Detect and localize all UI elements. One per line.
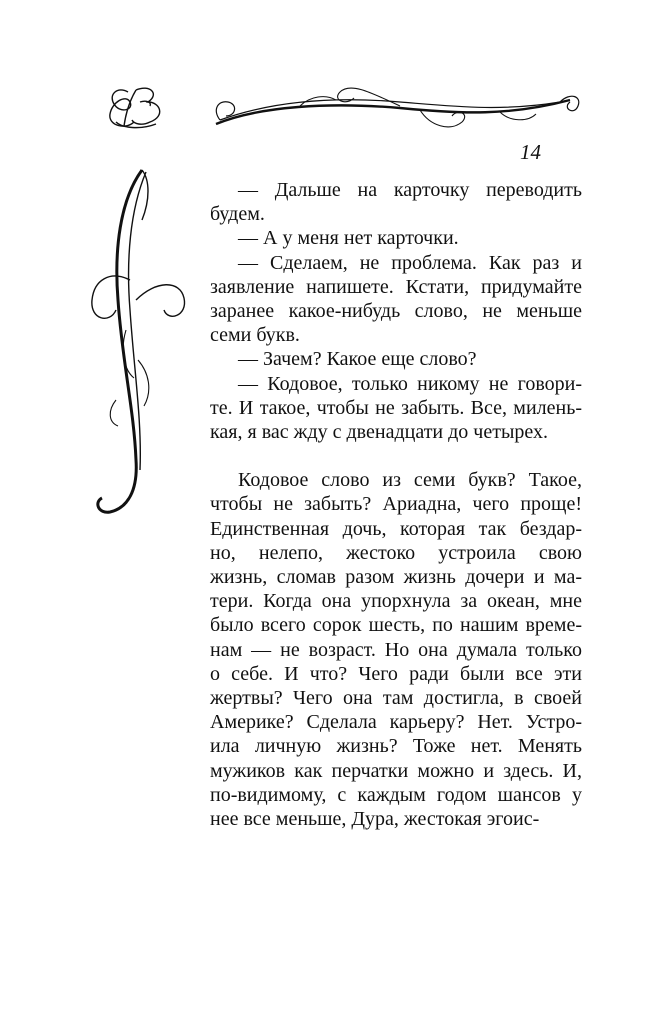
- text-line: мужиков как перчатки можно и здесь. И,: [210, 759, 582, 782]
- text-line: тери. Когда она упорхнула за океан, мне: [210, 590, 582, 613]
- text-line: — Дальше на карточку переводить: [238, 179, 582, 201]
- page-number: 14: [520, 140, 541, 164]
- text-line: — Сделаем, не проблема. Как раз и: [238, 251, 582, 274]
- text-line: заявление напишете. Кстати, придумайте: [210, 275, 582, 298]
- drop-cap-icon: [92, 170, 185, 512]
- text-line: Кодовое слово из семи букв? Такое,: [238, 469, 582, 492]
- text-line: — Кодовое, только никому не говори-: [238, 372, 582, 395]
- decorative-letter-ornament: [80, 160, 195, 530]
- text-line: будем.: [210, 203, 265, 226]
- text-line: семи букв.: [210, 324, 300, 347]
- text-line: нее все меньше, Дура, жестокая эгоис-: [210, 808, 540, 831]
- text-line: было всего сорок шесть, по нашим време-: [210, 614, 582, 637]
- text-line: — А у меня нет карточки.: [238, 227, 459, 250]
- text-line: по-видимому, с каждым годом шансов у: [210, 783, 582, 806]
- text-line: жертвы? Чего она там достигла, в своей: [210, 687, 582, 710]
- text-line: ила личную жизнь? Тоже нет. Менять: [210, 735, 582, 758]
- text-line: о себе. И что? Чего ради были все эти: [210, 662, 582, 685]
- top-flourish-ornament: [100, 72, 600, 142]
- text-line: те. И такое, чтобы не забыть. Все, милень-: [210, 396, 582, 419]
- text-line: кая, я вас жду с двенадцати до четырех.: [210, 421, 549, 444]
- text-line: жизнь, сломав разом жизнь дочери и ма-: [210, 566, 582, 589]
- body-text: [210, 178, 582, 831]
- text-line: нам — не возраст. Но она думала только: [210, 638, 582, 661]
- text-line: но, нелепо, жестоко устроила свою: [210, 541, 582, 564]
- text-line: чтобы не забыть? Ариадна, чего проще!: [210, 493, 582, 516]
- text-line: Америке? Сделала карьеру? Нет. Устро-: [210, 711, 582, 734]
- paragraph-gap: [210, 444, 582, 468]
- monogram-icon: [110, 88, 160, 127]
- flourish-icon: [216, 88, 579, 127]
- text-line: Единственная дочь, которая так бездар-: [210, 517, 582, 540]
- text-line: заранее какое-нибудь слово, не меньше: [210, 300, 582, 323]
- text-line: — Зачем? Какое еще слово?: [238, 348, 477, 371]
